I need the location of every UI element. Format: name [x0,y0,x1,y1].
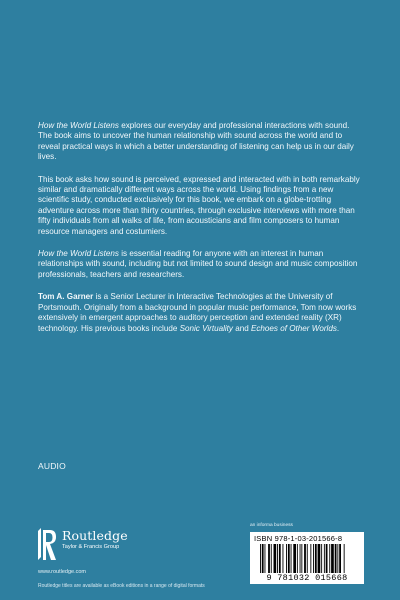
barcode-bar [262,544,264,573]
ebook-note: Routledge titles are available as eBook editions in a range of digital formats [38,583,205,589]
barcode [250,532,364,584]
barcode-bar [274,544,277,573]
publisher-website: www.routledge.com [38,569,86,575]
barcode-bar [271,544,272,573]
barcode-bar [297,544,298,573]
routledge-r-logo-icon [37,527,57,563]
blurb-text: explores our everyday and professional interactions with sound. The book aims to uncover the human relationship with sound across the world and to reveal practical ways in which a better understanding of listening can help us in our daily lives. [38,121,354,162]
isbn-digits: 9 781032 015668 [266,573,348,583]
barcode-bar [293,544,296,573]
bio-text: and [232,323,251,333]
barcode-bar [288,544,290,573]
barcode-bar [268,544,270,573]
barcode-bar [307,544,308,573]
subject-category: AUDIO [38,461,66,471]
barcode-bar [344,544,345,573]
isbn-label: ISBN 978-1-03-201566-8 [254,534,343,543]
barcode-bar [286,544,287,573]
book-title: How the World Listens [38,249,119,259]
barcode-bar [300,544,301,573]
bio-text: . [336,323,340,333]
blurb-paragraph-3 [38,249,364,280]
informa-label: an informa business [250,523,293,528]
previous-book-2: Echoes of Other Worlds [250,323,337,333]
barcode-bar [283,544,284,573]
barcode-bar [310,544,311,573]
barcode-bar [265,544,266,573]
blurb-text: is essential reading for anyone with an interest in human relationships with sound, including but not limited to sound design and music composition professionals, teachers and researchers. [38,249,358,279]
barcode-bar [324,544,325,573]
barcode-bar [304,544,306,573]
barcode-bar [321,544,322,573]
book-title: How the World Listens [38,121,119,130]
barcode-bar [331,544,334,573]
author-bio [38,292,364,334]
barcode-bar [313,544,314,573]
publisher-name-block [62,528,128,550]
previous-book-1: Sonic Virtuality [179,323,233,333]
blurb-paragraph-1 [38,121,364,163]
barcode-bar [318,544,321,573]
barcode-bar [315,544,317,573]
barcode-bar [279,544,281,573]
barcode-bar [260,544,261,573]
blurb [38,121,364,346]
author-name: Tom A. Garner [38,292,94,302]
barcode-bar [339,544,341,573]
publisher-group: Taylor & Francis Group [62,544,120,550]
publisher-name: Routledge [62,528,128,543]
barcode-bar [326,544,328,573]
barcode-bar [329,544,330,573]
barcode-bar [335,544,337,573]
bio-text: is a Senior Lecturer in Interactive Technologies at the University of Portsmouth. Originally from a background in popular music performance, Tom now works extensively in emergent approaches to auditory perception and extended reality (XR) technology. His previous books include [38,292,357,333]
blurb-paragraph-2: This book asks how sound is perceived, expressed and interacted with in both remarkably similar and dramatically different ways across the world. Using findings from a new scientific study, conducted exclusively for this book, we embark on a globe-trotting adventure across more than thirty countries, through exclusive interviews with more than fifty individuals from all walks of life, from acousticians and film composers to human resource managers and costumiers. [38,174,360,236]
barcode-bar [291,544,292,573]
barcode-bar [277,544,278,573]
barcode-bar [301,544,302,573]
barcode-bar [337,544,338,573]
